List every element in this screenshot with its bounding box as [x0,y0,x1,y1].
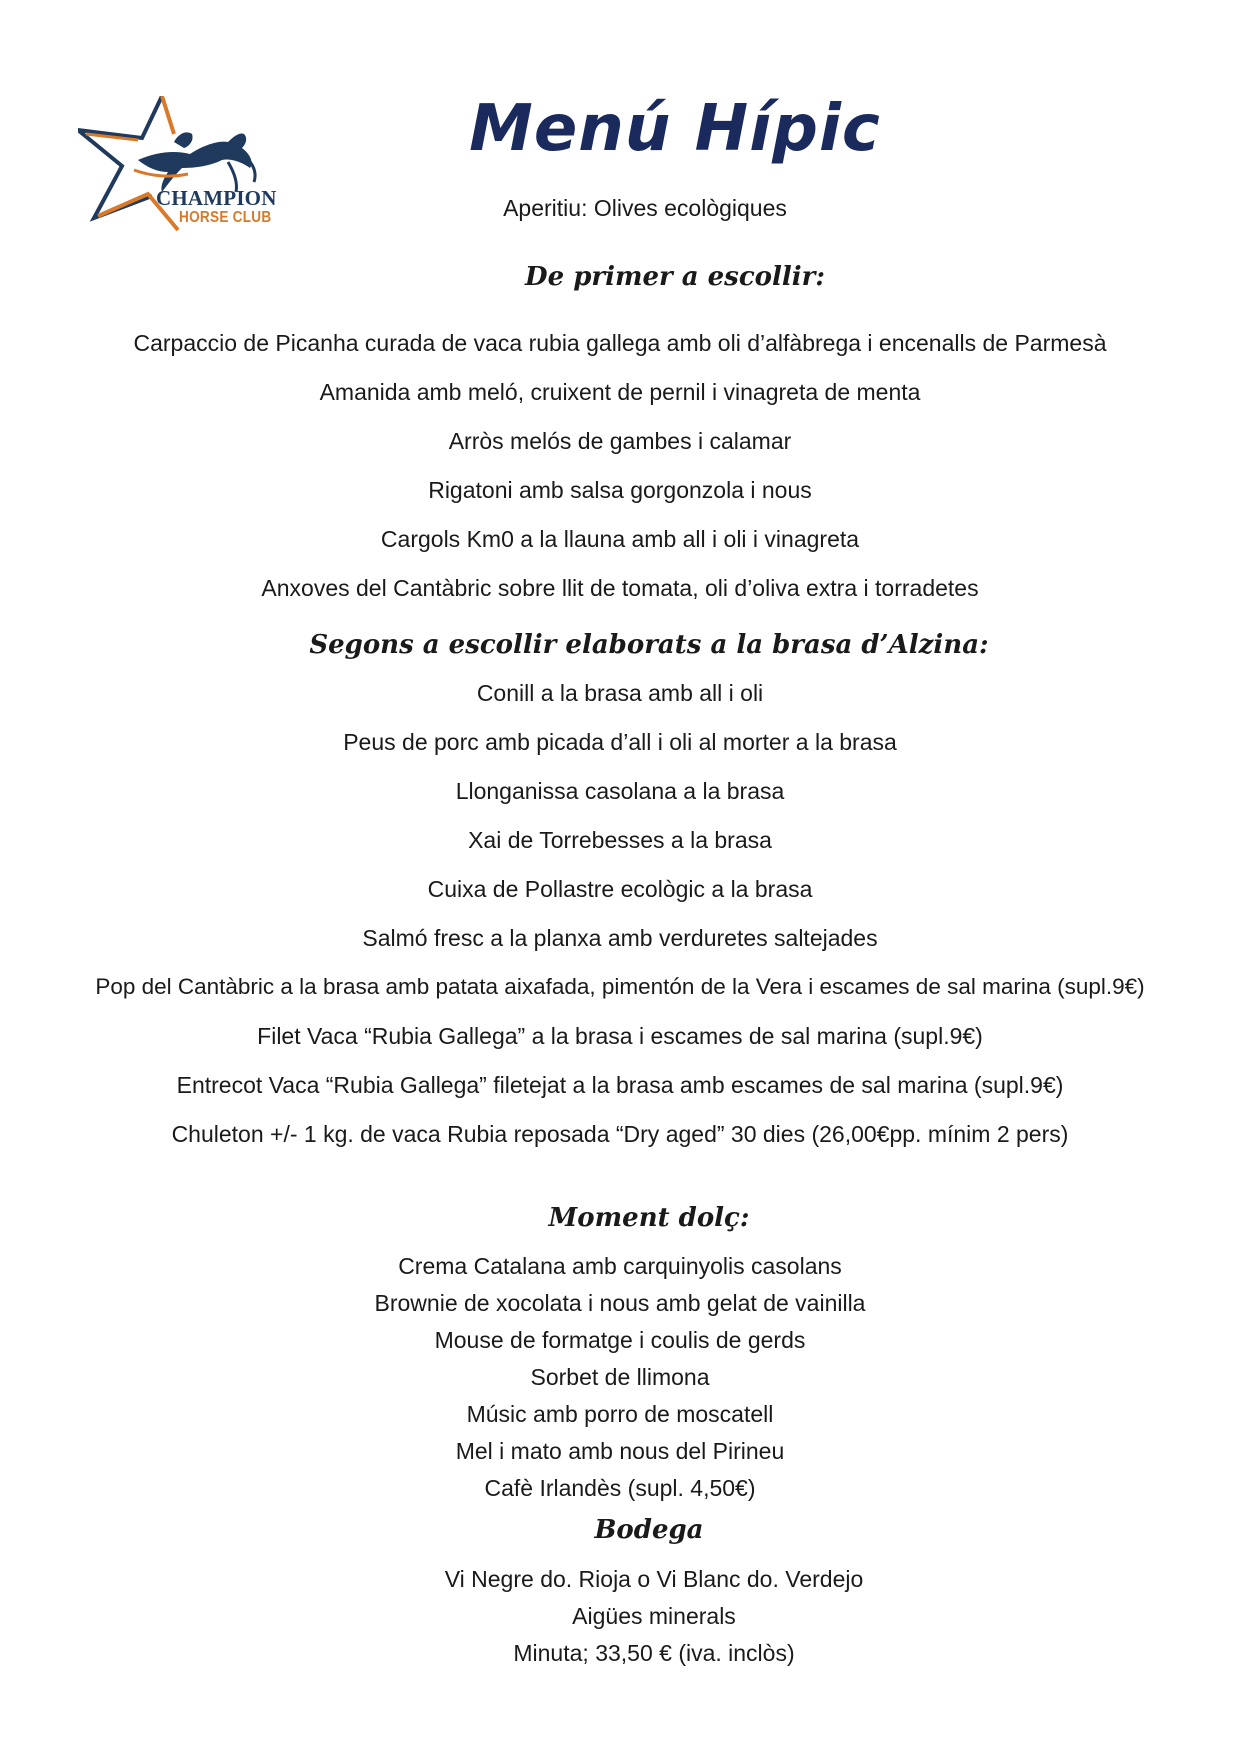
menu-item: Anxoves del Cantàbric sobre llit de tomata, oli d’oliva extra i torradetes [261,575,979,601]
menu-item: Xai de Torrebesses a la brasa [468,827,772,853]
page-title: Menú Hípic [469,92,881,166]
menu-item: Cafè Irlandès (supl. 4,50€) [484,1475,756,1501]
menu-item: Sorbet de llimona [530,1364,710,1390]
menu-item: Chuleton +/- 1 kg. de vaca Rubia reposada “Dry aged” 30 dies (26,00€pp. mínim 2 pers) [171,1121,1069,1147]
menu-item: Rigatoni amb salsa gorgonzola i nous [428,477,812,503]
menu-item: Mouse de formatge i coulis de gerds [434,1327,806,1353]
menu-item: Amanida amb meló, cruixent de pernil i vinagreta de menta [319,379,921,405]
menu-item: Brownie de xocolata i nous amb gelat de vainilla [374,1290,866,1316]
menu-item: Cargols Km0 a la llauna amb all i oli i vinagreta [380,526,860,552]
menu-item: Filet Vaca “Rubia Gallega” a la brasa i escames de sal marina (supl.9€) [257,1023,983,1049]
menu-item: Salmó fresc a la planxa amb verduretes saltejades [362,925,878,951]
menu-item: Crema Catalana amb carquinyolis casolans [398,1253,842,1279]
menu-item: Entrecot Vaca “Rubia Gallega” filetejat a la brasa amb escames de sal marina (supl.9€) [176,1072,1064,1098]
section-heading-bodega: Bodega [594,1515,704,1545]
section-heading-segons: Segons a escollir elaborats a la brasa d’Alzina: [309,630,989,660]
menu-item: Carpaccio de Picanha curada de vaca rubia gallega amb oli d’alfàbrega i encenalls de Parmesà [133,330,1107,356]
logo-text-horse-club: HORSE CLUB [179,209,272,226]
section-heading-primers: De primer a escollir: [525,262,825,292]
menu-item: Aigües minerals [572,1603,736,1629]
menu-item: Peus de porc amb picada d’all i oli al morter a la brasa [343,729,897,755]
menu-item: Pop del Cantàbric a la brasa amb patata aixafada, pimentón de la Vera i escames de sal marina (supl.9€) [95,974,1145,999]
menu-item: Llonganissa casolana a la brasa [455,778,785,804]
menu-item: Vi Negre do. Rioja o Vi Blanc do. Verdejo [444,1566,864,1592]
section-heading-dolc: Moment dolç: [548,1203,750,1233]
menu-item: Minuta; 33,50 € (iva. inclòs) [513,1640,795,1666]
menu-item: Músic amb porro de moscatell [466,1401,774,1427]
aperitiu-line: Aperitiu: Olives ecològiques [503,195,787,221]
menu-item: Cuixa de Pollastre ecològic a la brasa [427,876,813,902]
menu-item: Conill a la brasa amb all i oli [476,680,764,706]
champion-horse-club-logo [78,96,298,248]
logo-text-champion: CHAMPION [156,186,277,210]
menu-item: Arròs melós de gambes i calamar [448,428,792,454]
menu-item: Mel i mato amb nous del Pirineu [455,1438,785,1464]
